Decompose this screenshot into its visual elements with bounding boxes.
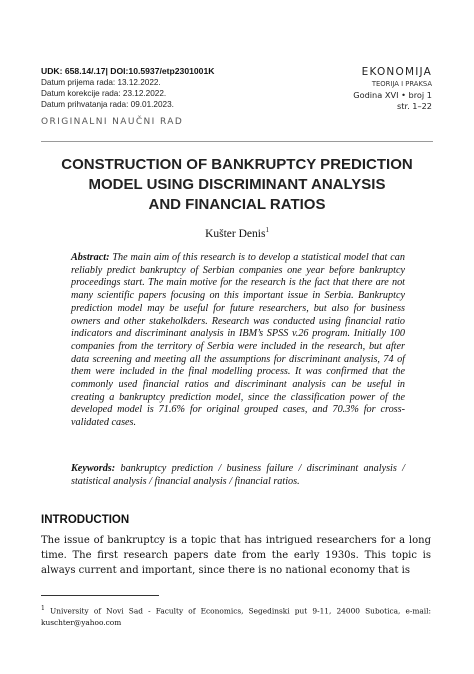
footnote-divider (41, 595, 159, 596)
title-line: MODEL USING DISCRIMINANT ANALYSIS (88, 176, 386, 193)
page-range: str. 1–22 (396, 101, 432, 111)
keywords (71, 463, 405, 488)
article-category: ORIGINALNI NAUČNI RAD (41, 117, 184, 127)
udk-doi: UDK: 658.14/.17| DOI:10.5937/etp2301001K (41, 66, 215, 76)
volume-issue: Godina XVI • broj 1 (353, 90, 432, 100)
author-footnote-mark: 1 (265, 226, 269, 234)
abstract-text: The main aim of this research is to develop a statistical model that can reliably predict bankruptcy of Serbian companies one year before bankruptcy proceedings start. The main motive for the research is the fact that there are not many scientific papers focusing on this important issue in Serbia. Bankruptcy prediction model may be useful for future researchers, but also for business owners and other stakeholkders. Research was conducted using financial ratio indicators and discriminant analysis in IBM’s SPSS v.26 program. Initially 100 companies from the territory of Serbia were included in the research, but after data screening and meeting all the assumptions for discriminant analysis, 74 of them were included in the final modelling process. It was confirmed that the commonly used financial ratios and discriminant analysis can be useful in creating a bankruptcy prediction model, since the classification power of the developed model is 71.6% for original grouped cases, and 70.3% for cross-validated cases. (71, 252, 405, 429)
title-line: AND FINANCIAL RATIOS (148, 196, 326, 213)
received-date: Datum prijema rada: 13.12.2022. (41, 78, 161, 87)
keywords-text: bankruptcy prediction / business failure / discriminant analysis / statistical analysis / financial analysis / financial ratios. (71, 463, 405, 487)
author-name: Kušter Denis (205, 227, 266, 240)
article-metadata (41, 66, 301, 110)
journal-info (272, 66, 432, 112)
header-divider (41, 141, 433, 142)
revised-date: Datum korekcije rada: 23.12.2022. (41, 89, 167, 98)
article-dates (41, 77, 301, 110)
footnote-text: University of Novi Sad - Faculty of Economics, Segedinski put 9-11, 24000 Subotica, e-mail: kuschter@yahoo.com (41, 606, 431, 628)
journal-subtitle: TEORIJA I PRAKSA (371, 80, 432, 88)
footnote (41, 603, 431, 629)
journal-name: EKONOMIJA (361, 66, 432, 78)
abstract (71, 252, 405, 430)
title-line: CONSTRUCTION OF BANKRUPTCY PREDICTION (61, 156, 413, 173)
section-heading: INTRODUCTION (41, 514, 130, 526)
accepted-date: Datum prihvatanja rada: 09.01.2023. (41, 100, 174, 109)
paper-title (40, 155, 434, 215)
author-line (0, 226, 474, 240)
footnote-mark: 1 (41, 605, 45, 612)
keywords-label: Keywords: (71, 463, 116, 474)
body-paragraph: The issue of bankruptcy is a topic that has intrigued researchers for a long time. The first research papers date from the early 1930s. This topic is always current and important, since there is no national economy that is (41, 535, 431, 576)
abstract-label: Abstract: (71, 252, 110, 263)
